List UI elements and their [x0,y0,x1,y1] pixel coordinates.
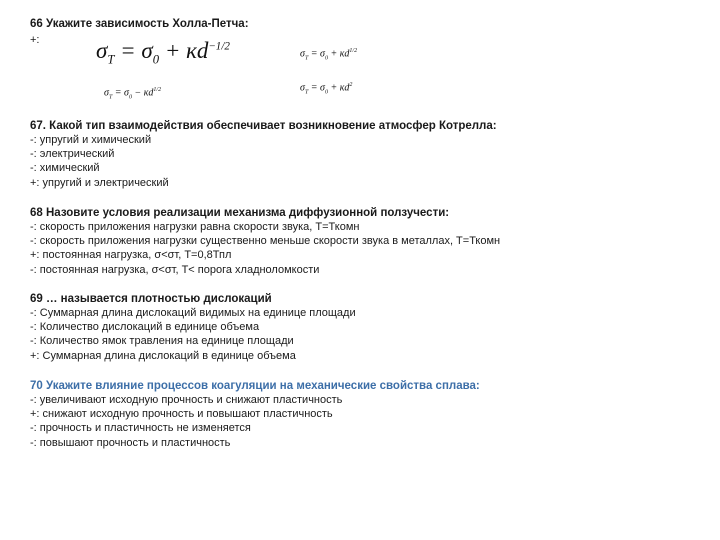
question-70-option-4: -: повышают прочность и пластичность [30,437,231,449]
formula-option-left-2: $\sigma_T = \sigma_0 - кd^{1/2}$ [104,87,162,101]
question-67-option-1: -: упругий и химический [30,134,152,146]
question-68-option-3: +: постоянная нагрузка, σ<σт, Т=0,8Тпл [30,249,232,261]
question-69-option-4: +: Суммарная длина дислокаций в единице объема [30,350,296,362]
question-67-title: 67. Какой тип взаимодействия обеспечивает возникновение атмосфер Котрелла: [30,120,497,132]
question-70-option-3: -: прочность и пластичность не изменяется [30,422,251,434]
question-68-option-4: -: постоянная нагрузка, σ<σт, Т< порога хладноломкости [30,264,320,276]
question-69-option-2: -: Количество дислокаций в единице объема [30,321,260,333]
question-68-title: 68 Назовите условия реализации механизма диффузионной ползучести: [30,207,450,219]
question-70-title: 70 Укажите влияние процессов коагуляции на механические свойства сплава: [30,380,480,392]
question-66-title: 66 Укажите зависимость Холла-Петча: [30,18,249,30]
question-69-option-1: -: Суммарная длина дислокаций видимых на единице площади [30,307,356,319]
formula-option-right-1: $\sigma_T = \sigma_0 + кd^{1/2}$ [300,48,358,62]
hall-petch-formula-main: $\sigma_T = \sigma_0 + кd^{-1/2}$ [96,38,230,67]
question-68-option-2: -: скорость приложения нагрузки существенно меньше скорости звука в металлах, Т=Ткомн [30,235,501,247]
question-67-option-2: -: электрический [30,148,115,160]
question-70-option-1: -: увеличивают исходную прочность и снижают пластичность [30,394,343,406]
question-70-option-2: +: снижают исходную прочность и повышают пластичность [30,408,333,420]
question-69-option-3: -: Количество ямок травления на единице площади [30,335,294,347]
question-67-option-3: -: химический [30,162,100,174]
question-66-marker: +: [30,34,40,46]
question-68-option-1: -: скорость приложения нагрузки равна скорости звука, Т=Ткомн [30,221,360,233]
question-69-title: 69 … называется плотностью дислокаций [30,293,272,305]
question-67-option-4: +: упругий и электрический [30,177,169,189]
formula-option-right-2: $\sigma_T = \sigma_0 + кd^2$ [300,82,353,96]
